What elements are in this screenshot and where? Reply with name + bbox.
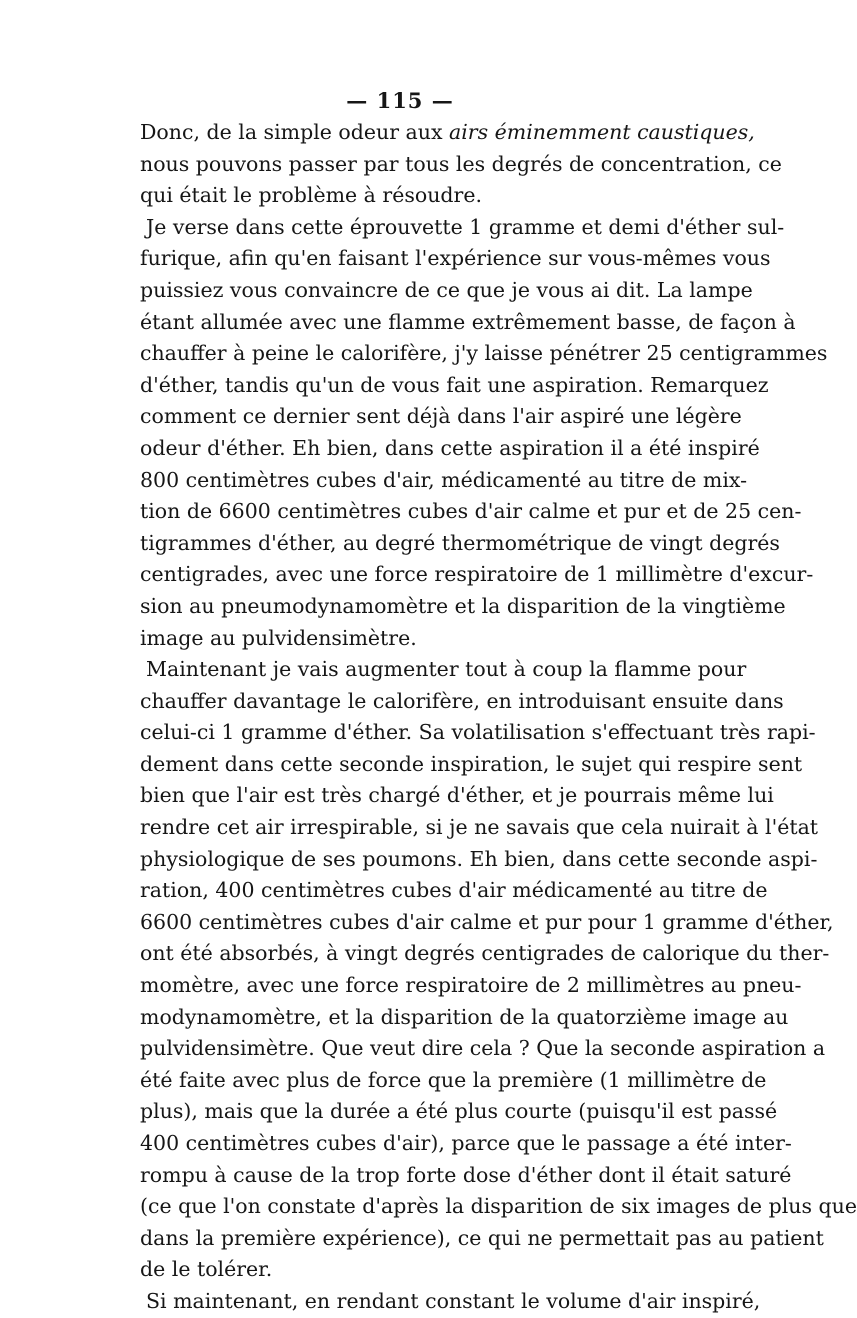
text-line: étant allumée avec une flamme extrêmement basse, de façon à <box>140 309 796 334</box>
text-line: nous pouvons passer par tous les degrés de concentration, ce <box>140 151 782 176</box>
text-line: sion au pneumodynamomètre et la disparition de la vingtième <box>140 593 786 618</box>
text-line: furique, afin qu'en faisant l'expérience sur vous-mêmes vous <box>140 246 771 271</box>
text-line: plus), mais que la durée a été plus courte (puisqu'il est passé <box>140 1099 778 1124</box>
text-line: dans la première expérience), ce qui ne permettait pas au patient <box>140 1225 824 1250</box>
text-line: chauffer à peine le calorifère, j'y laisse pénétrer 25 centigrammes <box>140 341 828 366</box>
text-line: momètre, avec une force respiratoire de 2 millimètres au pneu- <box>140 973 802 998</box>
text-line: ration, 400 centimètres cubes d'air médicamenté au titre de <box>140 878 768 903</box>
text-line: puissiez vous convaincre de ce que je vous ai dit. La lampe <box>140 277 753 302</box>
text-line: ont été absorbés, à vingt degrés centigrades de calorique du ther- <box>140 941 830 966</box>
text-line-start: Donc, de la simple odeur aux <box>140 120 450 144</box>
text-line: centigrades, avec une force respiratoire de 1 millimètre d'excur- <box>140 562 814 587</box>
text-line: bien que l'air est très chargé d'éther, et je pourrais même lui <box>140 783 774 808</box>
text-line: odeur d'éther. Eh bien, dans cette aspiration il a été inspiré <box>140 435 760 460</box>
text-line: physiologique de ses poumons. Eh bien, dans cette seconde aspi- <box>140 846 818 871</box>
text-line: Si maintenant, en rendant constant le volume d'air inspiré, <box>146 1288 761 1313</box>
text-line: Maintenant je vais augmenter tout à coup la flamme pour <box>146 657 747 682</box>
text-line: dement dans cette seconde inspiration, le sujet qui respire sent <box>140 751 803 776</box>
text-line: qui était le problème à résoudre. <box>140 183 482 208</box>
text-line: tion de 6600 centimètres cubes d'air calme et pur et de 25 cen- <box>140 499 802 524</box>
page-number: — 115 — <box>346 88 454 113</box>
text-line: Je verse dans cette éprouvette 1 gramme et demi d'éther sul- <box>146 214 785 239</box>
text-line: 400 centimètres cubes d'air), parce que le passage a été inter- <box>140 1131 792 1155</box>
text-line: tigrammes d'éther, au degré thermométrique de vingt degrés <box>140 530 780 555</box>
text-line: été faite avec plus de force que la première (1 millimètre de <box>140 1067 767 1092</box>
text-line <box>140 117 755 149</box>
text-line: comment ce dernier sent déjà dans l'air aspiré une légère <box>140 404 742 429</box>
text-line: de le tolérer. <box>140 1257 273 1282</box>
text-line: 6600 centimètres cubes d'air calme et pur pour 1 gramme d'éther, <box>140 909 834 934</box>
text-line: chauffer davantage le calorifère, en introduisant ensuite dans <box>140 688 784 713</box>
text-line: pulvidensimètre. Que veut dire cela ? Que la seconde aspiration a <box>140 1036 826 1061</box>
text-line: (ce que l'on constate d'après la disparition de six images de plus que <box>140 1194 857 1219</box>
text-line: 800 centimètres cubes d'air, médicamenté au titre de mix- <box>140 467 748 492</box>
body-text <box>140 117 857 1318</box>
text-line: modynamomètre, et la disparition de la quatorzième image au <box>140 1004 789 1029</box>
text-line: rompu à cause de la trop forte dose d'éther dont il était saturé <box>140 1162 792 1187</box>
text-line: celui-ci 1 gramme d'éther. Sa volatilisation s'effectuant très rapi- <box>140 720 816 745</box>
text-line: image au pulvidensimètre. <box>140 625 417 650</box>
text-line: d'éther, tandis qu'un de vous fait une aspiration. Remarquez <box>140 372 769 397</box>
italic-phrase: airs éminemment caustiques, <box>449 120 755 144</box>
text-line: rendre cet air irrespirable, si je ne savais que cela nuirait à l'état <box>140 815 819 840</box>
